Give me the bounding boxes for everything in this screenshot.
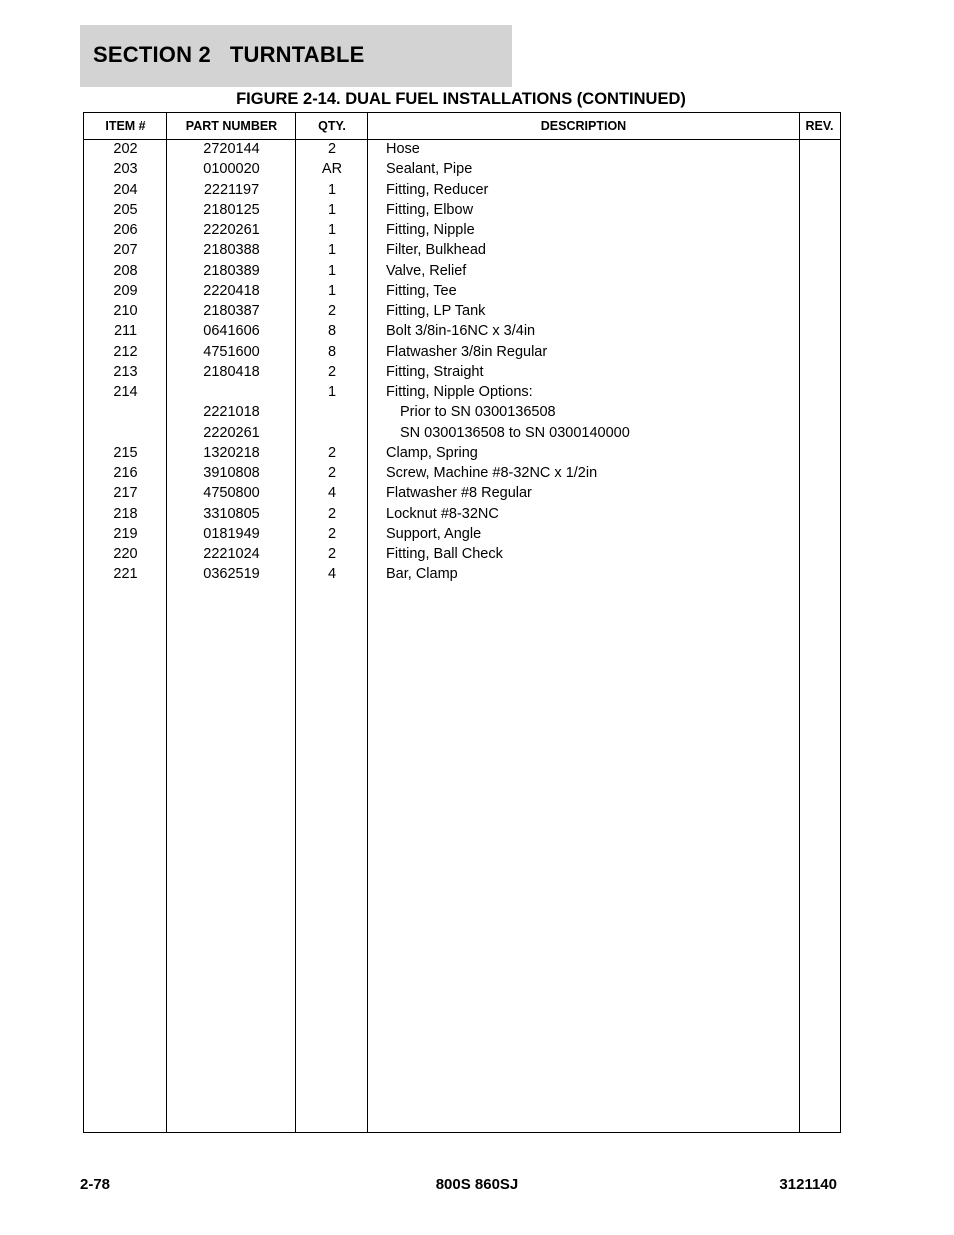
item-number: 220: [113, 546, 138, 562]
description: Sealant, Pipe: [386, 161, 473, 178]
header-description: DESCRIPTION: [540, 119, 627, 133]
quantity: 2: [327, 303, 337, 319]
quantity: 1: [327, 242, 337, 259]
description: SN 0300136508 to SN 0300140000: [400, 424, 630, 441]
description: Filter, Bulkhead: [386, 242, 486, 259]
quantity: 1: [327, 181, 337, 198]
description: Locknut #8-32NC: [386, 505, 499, 522]
description: Fitting, Nipple Options:: [386, 384, 533, 400]
quantity: 2: [327, 505, 337, 522]
header-rev: REV.: [805, 119, 834, 133]
description: Bolt 3/8in-16NC x 3/4in: [386, 323, 536, 340]
header-item: ITEM #: [105, 119, 146, 133]
description: Fitting, Straight: [386, 363, 484, 380]
item-number: 210: [113, 303, 138, 319]
description: Support, Angle: [386, 525, 482, 542]
table-body: [84, 140, 840, 586]
header-qty: QTY.: [318, 119, 346, 133]
part-number: 0362519: [203, 566, 260, 583]
item-number: 221: [113, 566, 138, 583]
table-row: [84, 160, 840, 180]
section-title: SECTION 2 TURNTABLE: [93, 42, 365, 67]
table-row: [84, 403, 840, 423]
quantity: 2: [327, 444, 337, 461]
quantity: 2: [327, 363, 337, 380]
table-row: [84, 181, 840, 201]
part-number: 2720144: [203, 141, 260, 157]
description: Fitting, Nipple: [386, 222, 475, 238]
table-row: [84, 241, 840, 261]
part-number: 1320218: [203, 444, 260, 461]
item-number: 216: [113, 465, 138, 481]
table-row: [84, 505, 840, 525]
quantity: AR: [321, 161, 343, 178]
document-number: 3121140: [779, 1176, 837, 1193]
part-number: 2220261: [203, 424, 260, 441]
quantity: 1: [327, 282, 337, 299]
item-number: 205: [113, 201, 138, 218]
item-number: 214: [113, 384, 138, 400]
description: Flatwasher #8 Regular: [386, 485, 532, 502]
item-number: 209: [113, 282, 138, 299]
quantity: 2: [327, 141, 337, 157]
table-row: [84, 221, 840, 241]
part-number: 0641606: [203, 323, 260, 340]
item-number: 207: [113, 242, 138, 259]
table-row: [84, 464, 840, 484]
part-number: 2180418: [203, 363, 260, 380]
item-number: 218: [113, 505, 138, 522]
table-row: [84, 262, 840, 282]
quantity: 8: [327, 343, 337, 360]
description: Fitting, Reducer: [386, 181, 489, 198]
part-number: 2221197: [203, 181, 260, 198]
quantity: 1: [327, 201, 337, 218]
quantity: 8: [327, 323, 337, 340]
table-row: [84, 363, 840, 383]
part-number: 2180387: [203, 303, 260, 319]
header-part-number: PART NUMBER: [185, 119, 278, 133]
table-row: [84, 201, 840, 221]
table-row: [84, 343, 840, 363]
table-row: [84, 565, 840, 585]
quantity: 4: [327, 566, 337, 583]
page-number: 2-78: [80, 1176, 111, 1193]
item-number: 219: [113, 525, 138, 542]
item-number: 213: [113, 363, 138, 380]
item-number: 212: [113, 343, 138, 360]
description: Fitting, Ball Check: [386, 546, 503, 562]
description: Fitting, Tee: [386, 282, 457, 299]
item-number: 211: [113, 323, 138, 340]
description: Hose: [386, 141, 420, 157]
description: Fitting, LP Tank: [386, 303, 486, 319]
part-number: 2221018: [203, 404, 260, 421]
table-row: [84, 322, 840, 342]
quantity: 2: [327, 525, 337, 542]
part-number: 2220261: [203, 222, 260, 238]
table-row: [84, 525, 840, 545]
table-row: [84, 140, 840, 160]
item-number: 217: [113, 485, 138, 502]
model-name: 800S 860SJ: [435, 1176, 519, 1193]
quantity: 2: [327, 465, 337, 481]
quantity: 1: [327, 384, 337, 400]
figure-title: FIGURE 2-14. DUAL FUEL INSTALLATIONS (CONTINUED): [236, 90, 686, 108]
table-row: [84, 545, 840, 565]
part-number: 0181949: [203, 525, 260, 542]
table-row: [84, 444, 840, 464]
description: Clamp, Spring: [386, 444, 478, 461]
section-header: [80, 25, 512, 87]
table-row: [84, 383, 840, 403]
part-number: 4751600: [203, 343, 260, 360]
part-number: 4750800: [203, 485, 260, 502]
quantity: 4: [327, 485, 337, 502]
table-row: [84, 282, 840, 302]
item-number: 204: [113, 181, 138, 198]
description: Prior to SN 0300136508: [400, 404, 556, 421]
item-number: 206: [113, 222, 138, 238]
part-number: 3310805: [203, 505, 260, 522]
description: Bar, Clamp: [386, 566, 458, 583]
part-number: 2221024: [203, 546, 260, 562]
parts-table: [83, 112, 841, 1133]
part-number: 2180125: [203, 201, 260, 218]
part-number: 0100020: [203, 161, 260, 178]
table-row: [84, 424, 840, 444]
item-number: 215: [113, 444, 138, 461]
description: Fitting, Elbow: [386, 201, 474, 218]
description: Flatwasher 3/8in Regular: [386, 343, 548, 360]
part-number: 2180388: [203, 242, 260, 259]
description: Valve, Relief: [386, 262, 467, 279]
part-number: 3910808: [203, 465, 260, 481]
item-number: 203: [113, 161, 138, 178]
item-number: 208: [113, 262, 138, 279]
quantity: 1: [327, 262, 337, 279]
quantity: 1: [327, 222, 337, 238]
item-number: 202: [113, 141, 138, 157]
part-number: 2220418: [203, 282, 260, 299]
table-row: [84, 302, 840, 322]
part-number: 2180389: [203, 262, 260, 279]
quantity: 2: [327, 546, 337, 562]
table-row: [84, 484, 840, 504]
description: Screw, Machine #8-32NC x 1/2in: [386, 465, 598, 481]
